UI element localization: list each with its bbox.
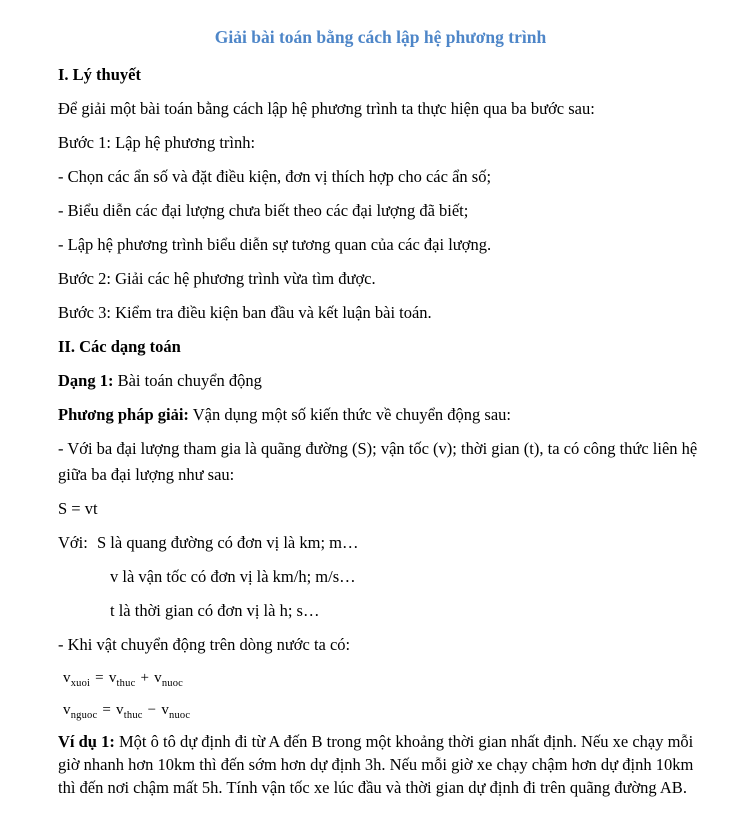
var-v-nuoc: v <box>154 670 162 686</box>
dang-1-label: Dạng 1: <box>58 371 114 390</box>
plus-sign: + <box>140 670 150 686</box>
example-1-label: Ví dụ 1: <box>58 732 115 751</box>
bullet-express-quantities: - Biểu diễn các đại lượng chưa biết theo các đại lượng đã biết; <box>58 201 469 220</box>
var-v-xuoi-sub: xuoi <box>70 678 91 689</box>
equals-sign: = <box>102 702 112 718</box>
paragraph-step-3: Bước 3: Kiểm tra điều kiện ban đầu và kết luận bài toán. <box>58 303 432 322</box>
page-title: Giải bài toán bằng cách lập hệ phương trình <box>214 27 547 47</box>
formula-s-equals-vt: S = vt <box>58 499 98 518</box>
var-v-thuc: v <box>116 702 124 718</box>
paragraph-step-2: Bước 2: Giải các hệ phương trình vừa tìm được. <box>58 269 376 288</box>
var-v-xuoi: v <box>63 670 71 686</box>
paragraph-step-1: Bước 1: Lập hệ phương trình: <box>58 133 256 152</box>
var-v-nguoc-sub: nguoc <box>70 710 98 721</box>
var-v-thuc: v <box>108 670 117 686</box>
var-v-nuoc: v <box>161 702 170 718</box>
minus-sign: − <box>147 702 157 718</box>
var-v-thuc-sub: thuc <box>116 678 136 689</box>
section-heading-theory: I. Lý thuyết <box>58 65 141 84</box>
var-v-thuc-sub: thuc <box>123 710 143 721</box>
with-label: Với: <box>58 533 88 552</box>
definition-velocity: v là vận tốc có đơn vị là km/h; m/s… <box>110 567 356 586</box>
definition-distance: S là quang đường có đơn vị là km; m… <box>97 533 359 552</box>
bullet-water-motion: - Khi vật chuyển động trên dòng nước ta có: <box>58 635 351 654</box>
formula-upstream <box>63 698 703 722</box>
paragraph-method <box>58 402 703 428</box>
paragraph-theory-intro: Để giải một bài toán bằng cách lập hệ phương trình ta thực hiện qua ba bước sau: <box>58 99 595 118</box>
method-label: Phương pháp giải: <box>58 405 189 424</box>
dang-1-text: Bài toán chuyển động <box>113 371 262 390</box>
var-v-nuoc-sub: nuoc <box>161 678 184 689</box>
bullet-form-system: - Lập hệ phương trình biểu diễn sự tương quan của các đại lượng. <box>58 235 492 254</box>
bullet-three-quantities: - Với ba đại lượng tham gia là quãng đường (S); vận tốc (v); thời gian (t), ta có công thức liên hệ giữa ba đại lượng như sau: <box>58 439 698 484</box>
var-v-nguoc: v <box>63 702 71 718</box>
paragraph-example-1 <box>58 730 703 799</box>
paragraph-with-definitions <box>58 530 703 556</box>
var-v-nuoc-sub: nuoc <box>169 710 191 721</box>
method-text: Vận dụng một số kiến thức về chuyển động sau: <box>188 405 512 424</box>
paragraph-dang-1 <box>58 368 703 394</box>
formula-downstream <box>63 666 703 690</box>
equals-sign: = <box>95 670 104 686</box>
section-heading-types: II. Các dạng toán <box>58 337 181 356</box>
bullet-choose-unknowns: - Chọn các ẩn số và đặt điều kiện, đơn vị thích hợp cho các ẩn số; <box>58 167 492 186</box>
definition-time: t là thời gian có đơn vị là h; s… <box>110 601 320 620</box>
example-1-text: Một ô tô dự định đi từ A đến B trong một khoảng thời gian nhất định. Nếu xe chạy mỗi giờ nhanh hơn 10km thì đến sớm hơn dự định 3h. Nếu mỗi giờ xe chạy chậm hơn dự định 10km thì đến nơi chậm mất 5h. Tính vận tốc xe lúc đầu và thời gian dự định đi trên quãng đường AB. <box>58 732 694 797</box>
